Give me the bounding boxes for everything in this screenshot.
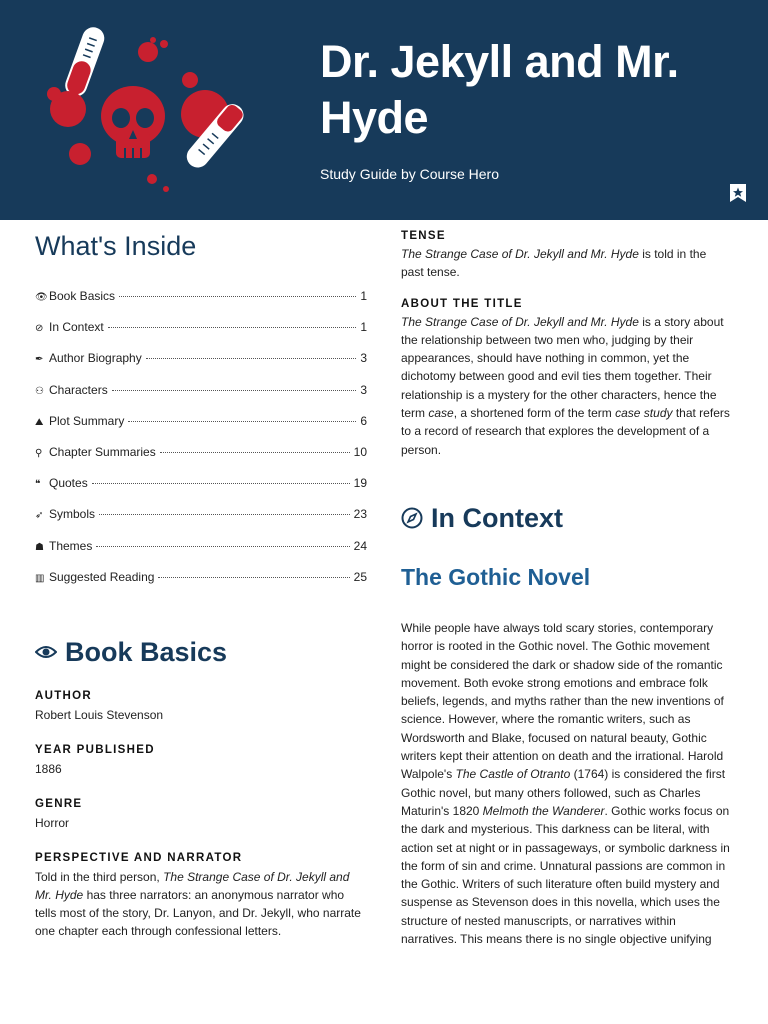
toc-page-number: 1 bbox=[360, 320, 367, 335]
genre-value: Horror bbox=[35, 815, 70, 830]
book-title: Dr. Jekyll and Mr. Hyde bbox=[320, 36, 679, 143]
toc-page-number: 1 bbox=[360, 289, 367, 303]
chart-icon: ⛰ bbox=[35, 416, 44, 428]
toc-leader bbox=[128, 421, 356, 422]
eye-icon bbox=[35, 645, 57, 659]
toc-label: In Context bbox=[49, 320, 104, 335]
toc-label: Suggested Reading bbox=[49, 569, 155, 584]
toc-label: Author Biography bbox=[49, 351, 142, 366]
bookmark-star-icon[interactable] bbox=[728, 183, 748, 203]
right-column bbox=[401, 226, 731, 948]
gothic-novel-heading: The Gothic Novel bbox=[401, 563, 591, 590]
pen-nib-icon: ✒ bbox=[35, 354, 44, 366]
toc-item-symbols[interactable] bbox=[35, 507, 367, 538]
toc-leader bbox=[108, 327, 357, 328]
book-basics-title: Book Basics bbox=[65, 636, 228, 667]
toc-item-book-basics[interactable] bbox=[35, 289, 367, 320]
toc-item-quotes[interactable] bbox=[35, 476, 367, 507]
toc-leader bbox=[146, 358, 357, 359]
toc-page-number: 6 bbox=[360, 413, 367, 428]
toc-item-suggested-reading[interactable] bbox=[35, 570, 367, 601]
toc-label: Characters bbox=[49, 382, 108, 397]
toc-item-author-biography[interactable] bbox=[35, 351, 367, 382]
toc-item-characters[interactable] bbox=[35, 383, 367, 414]
about-title-label: ABOUT THE TITLE bbox=[401, 297, 523, 310]
toc-leader bbox=[119, 296, 356, 297]
books-icon: ▥ bbox=[35, 572, 45, 584]
masks-icon: ☗ bbox=[35, 541, 44, 553]
quote-icon: ❝ bbox=[35, 479, 41, 491]
tense-text: The Strange Case of Dr. Jekyll and Mr. Hyde is told in the past tense. bbox=[401, 247, 707, 280]
year-published-value: 1886 bbox=[35, 761, 62, 776]
toc-page-number: 3 bbox=[360, 351, 367, 366]
genre-label: GENRE bbox=[35, 797, 83, 810]
toc-label: Book Basics bbox=[49, 289, 116, 303]
toc-page-number: 10 bbox=[353, 444, 367, 459]
skull-test-tube-illustration bbox=[40, 24, 250, 194]
gothic-novel-text: While people have always told scary stories, contemporary horror is rooted in the Gothic novel. The Gothic movement might be considered the dark or shadow side of the romantic movement. Both evoke strong emotions and embrace folk beliefs, legends, and myths rather than the new inventions of science. However, where the romantic writers, such as Wordsworth and Blake, focused on natural beauty, Gothic writers kept their attention on death and the irrational. Harold Walpole's The Castle of Otranto (1764) is considered the first Gothic novel, but many others followed, such as Charles Maturin's 1820 Melmoth the Wanderer. Gothic works focus on the dark and mysterious. This darkness can be literal, with action set at night or in passageways, or symbolic darkness in the form of sin and crime. Unnatural passions are common in the Gothic. Writers of such literature often build mystery and suspense as Stevenson does in this novella, which uses the structure of nested manuscripts, or narratives within narratives. This means there is no single objective unifying bbox=[401, 620, 730, 947]
perspective-text: Told in the third person, The Strange Case of Dr. Jekyll and Mr. Hyde has three narrators: an anonymous narrator who tells most of the story, Dr. Lanyon, and Dr. Jekyll, who narrate one chapter each through confessional letters. bbox=[35, 869, 361, 938]
toc-label: Symbols bbox=[49, 507, 96, 522]
toc-label: Themes bbox=[49, 538, 93, 553]
book-subtitle: Study Guide by Course Hero bbox=[320, 166, 499, 182]
author-label: AUTHOR bbox=[35, 689, 92, 702]
toc-item-chapter-summaries[interactable] bbox=[35, 445, 367, 476]
toc-leader bbox=[160, 452, 350, 453]
about-title-text: The Strange Case of Dr. Jekyll and Mr. Hyde is a story about the relationship between two men who, judging by their appearances, should have nothing in common, yet the dichotomy between good and evil ties them together. Their relationship is a mystery for the other characters, hence the term case, a shortened form of the term case study that refers to a record of research that explores the development of a person. bbox=[401, 314, 730, 457]
in-context-title: In Context bbox=[431, 502, 563, 533]
bird-icon: ➶ bbox=[35, 510, 44, 522]
toc-page-number: 19 bbox=[353, 476, 367, 491]
toc-page-number: 3 bbox=[360, 382, 367, 397]
people-icon: ⚇ bbox=[35, 385, 44, 397]
skull-icon bbox=[101, 86, 165, 158]
toc-item-plot-summary[interactable] bbox=[35, 414, 367, 445]
toc-leader bbox=[112, 390, 357, 391]
compass-icon: ⊘ bbox=[35, 323, 44, 335]
table-of-contents bbox=[35, 289, 367, 601]
toc-leader bbox=[99, 514, 350, 515]
whats-inside-heading: What's Inside bbox=[35, 231, 197, 261]
year-published-label: YEAR PUBLISHED bbox=[35, 743, 155, 756]
book-basics-section bbox=[35, 637, 367, 940]
left-column bbox=[35, 226, 367, 940]
eye-icon: 👁 bbox=[35, 292, 48, 303]
toc-label: Chapter Summaries bbox=[49, 444, 156, 459]
in-context-heading bbox=[401, 503, 731, 534]
toc-label: Plot Summary bbox=[49, 413, 125, 428]
author-value: Robert Louis Stevenson bbox=[35, 707, 164, 722]
toc-item-themes[interactable] bbox=[35, 539, 367, 570]
toc-page-number: 25 bbox=[353, 569, 367, 584]
perspective-label: PERSPECTIVE AND NARRATOR bbox=[35, 851, 243, 864]
toc-leader bbox=[96, 546, 349, 547]
toc-label: Quotes bbox=[49, 476, 88, 491]
compass-icon bbox=[401, 507, 423, 529]
toc-page-number: 24 bbox=[353, 538, 367, 553]
toc-item-in-context[interactable] bbox=[35, 320, 367, 351]
book-basics-heading bbox=[35, 637, 367, 668]
tense-label: TENSE bbox=[401, 230, 446, 242]
toc-leader bbox=[92, 483, 350, 484]
magnifier-icon: ⚲ bbox=[35, 447, 43, 459]
toc-leader bbox=[158, 577, 349, 578]
title-banner bbox=[0, 0, 768, 220]
toc-page-number: 23 bbox=[353, 507, 367, 522]
test-tube-left bbox=[62, 24, 107, 99]
